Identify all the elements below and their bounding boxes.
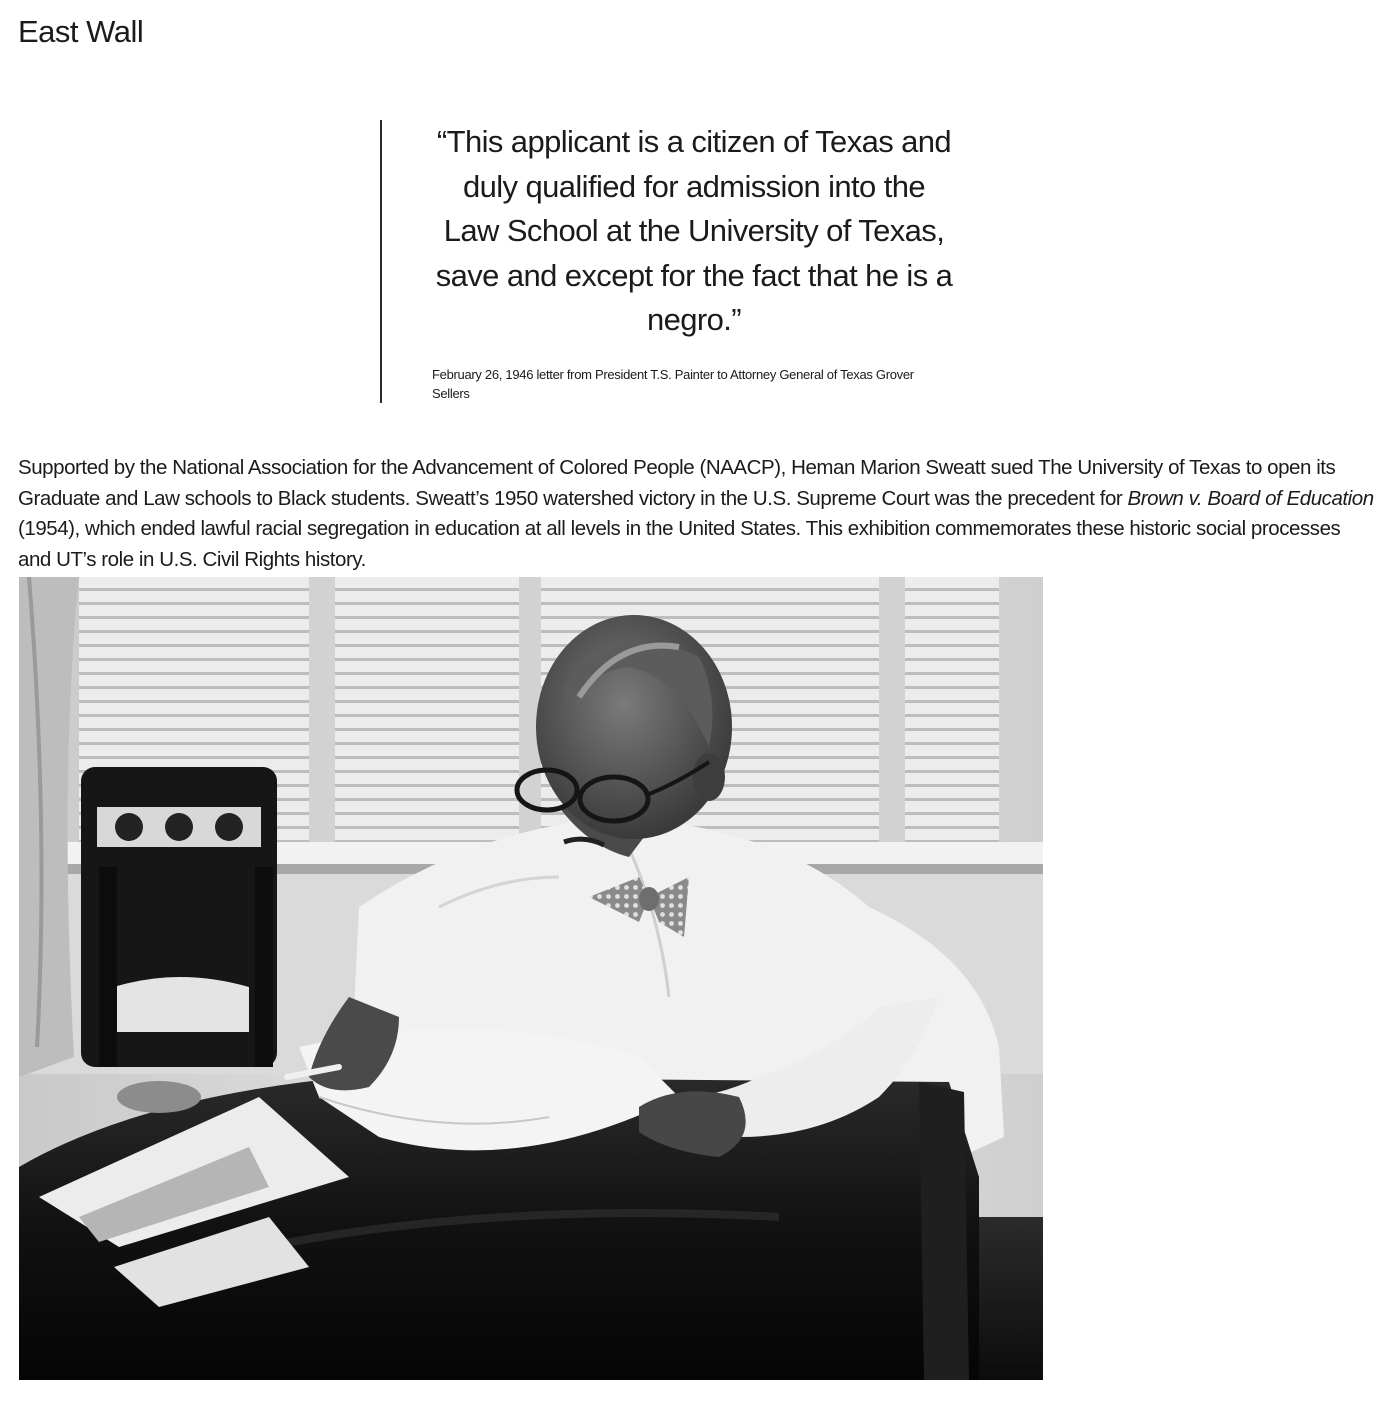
intro-text-end: (1954), which ended lawful racial segregation in education at all levels in the United States. This exhibition commemorates these historic social processes and UT’s role in U.S. Civil Rights history. bbox=[18, 517, 1341, 571]
page-title: East Wall bbox=[18, 14, 144, 49]
quote-citation: February 26, 1946 letter from President T.S. Painter to Attorney General of Texas Grover Sellers bbox=[432, 367, 914, 401]
pull-quote bbox=[380, 120, 960, 403]
quote-text: “This applicant is a citizen of Texas and duly qualified for admission into the Law School at the University of Texas, save and except for the fact that he is a negro.” bbox=[435, 124, 953, 337]
sweatt-photo bbox=[19, 577, 1043, 1380]
intro-text-start: Supported by the National Association for the Advancement of Colored People (NAACP), Heman Marion Sweatt sued The University of Texas to open its Graduate and Law schools to Black students. Sweatt’s 1950 watershed victory in the U.S. Supreme Court was the precedent for bbox=[18, 456, 1336, 510]
case-name: Brown v. Board of Education bbox=[1127, 486, 1374, 510]
intro-paragraph bbox=[18, 453, 1378, 575]
